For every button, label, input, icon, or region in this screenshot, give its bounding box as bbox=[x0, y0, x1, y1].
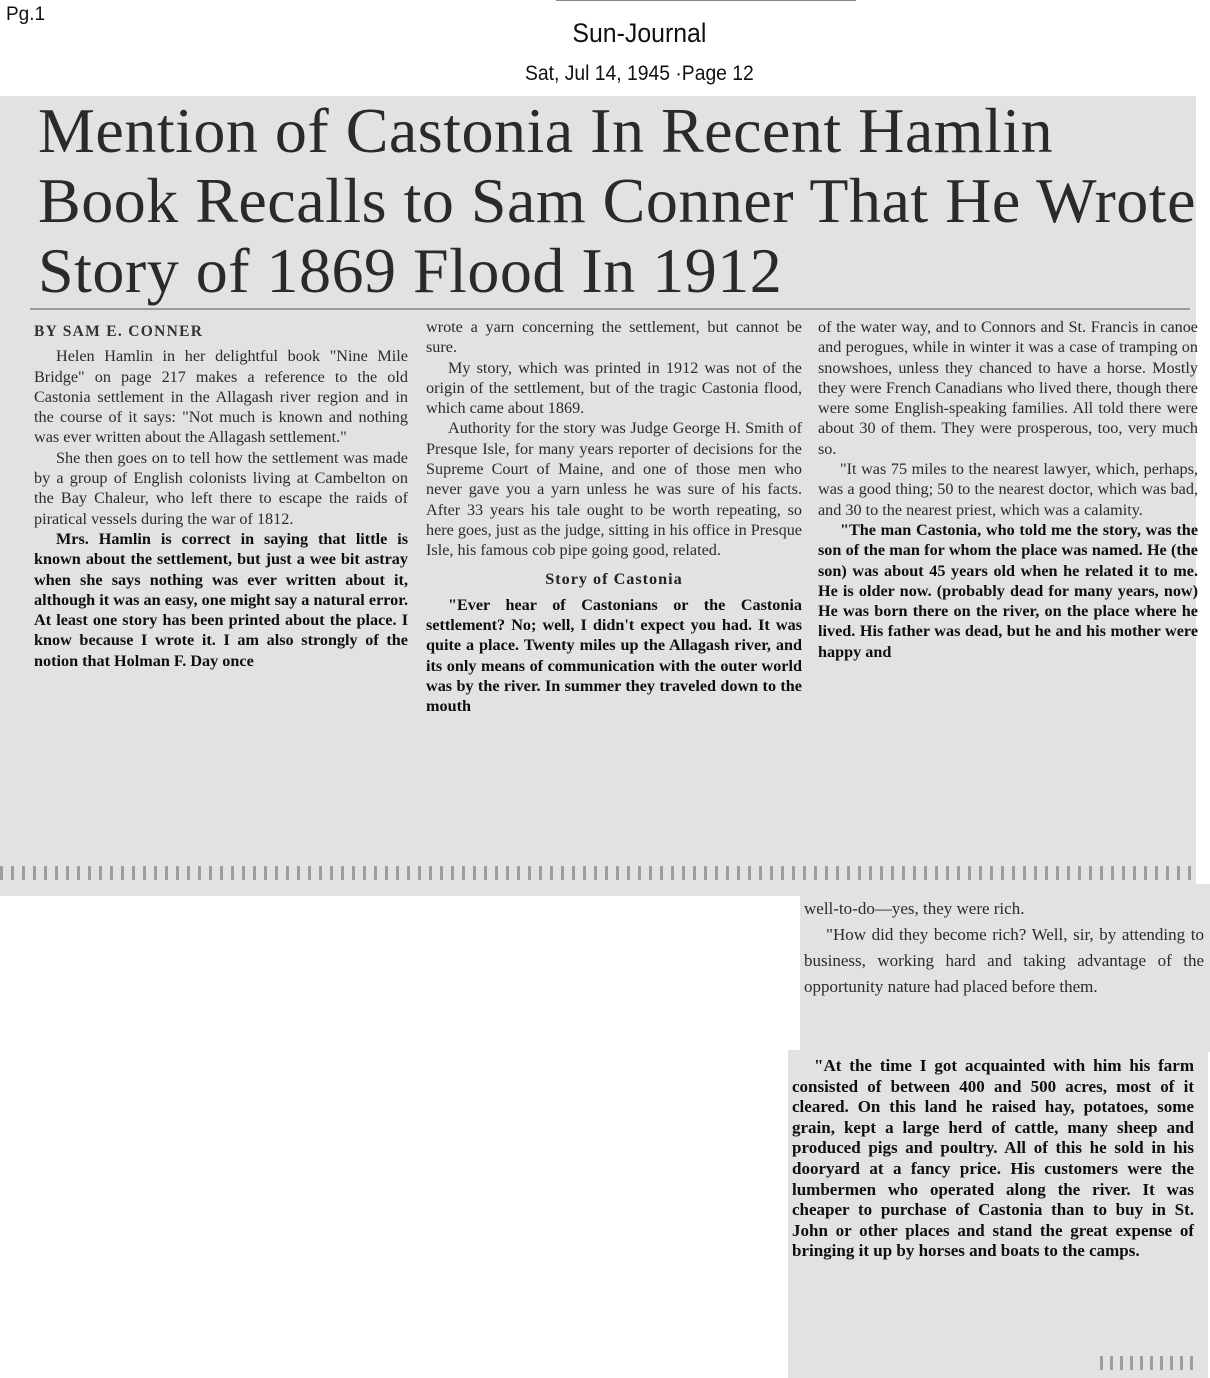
subhead: Story of Castonia bbox=[545, 569, 683, 588]
column-1 bbox=[34, 322, 408, 671]
print-noise-strip bbox=[0, 866, 1196, 880]
paragraph: "The man Castonia, who told me the story, was the son of the man for whom the place was named. He (the son) was about 45 years old when he related it to me. He is older now. (probably dead for many years, now) He was born there on the river, on the place where he lived. His father was dead, but he and his mother were happy and bbox=[818, 520, 1198, 661]
masthead-rule bbox=[556, 0, 856, 1]
newspaper-name: Sun-Journal bbox=[572, 18, 707, 48]
newspaper-date-line: Sat, Jul 14, 1945 ·Page 12 bbox=[525, 62, 754, 85]
paragraph: Authority for the story was Judge George H. Smith of Presque Isle, for many years reporter of decisions for the Supreme Court of Maine, and one of those men who never gave you a yarn unless he was sure of his facts. After 33 years his tale ought to be worth repeating, so here goes, just as the judge, sitting in his office in Presque Isle, his famous cob pipe going good, related. bbox=[426, 419, 802, 560]
print-noise-strip bbox=[1100, 1356, 1200, 1370]
paragraph: "How did they become rich? Well, sir, by attending to business, working hard and taking advantage of the opportunity nature had placed before them. bbox=[804, 925, 1204, 996]
paragraph-continued: well-to-do—yes, they were rich. bbox=[804, 899, 1025, 918]
paragraph: My story, which was printed in 1912 was not of the origin of the settlement, but of the tragic Castonia flood, which came about 1869. bbox=[426, 358, 802, 418]
column-3 bbox=[818, 317, 1198, 662]
byline: BY SAM E. CONNER bbox=[34, 323, 204, 340]
paragraph-continued: wrote a yarn concerning the settlement, but cannot be sure. bbox=[426, 318, 802, 357]
column-5 bbox=[792, 1056, 1194, 1262]
paragraph: "Ever hear of Castonians or the Castonia settlement? No; well, I didn't expect you had. It was quite a place. Twenty miles up the Allagash river, and its only means of communication with the outer world was by the river. In summer they traveled down to the mouth bbox=[426, 595, 802, 716]
page-label: Pg.1 bbox=[6, 4, 46, 25]
column-4 bbox=[804, 896, 1204, 1000]
headline-rule bbox=[30, 308, 1190, 310]
paragraph: "It was 75 miles to the nearest lawyer, which, perhaps, was a good thing; 50 to the nearest doctor, which was bad, and 30 to the nearest priest, which was a calamity. bbox=[818, 460, 1198, 519]
paragraph: Mrs. Hamlin is correct in saying that little is known about the settlement, but just a wee bit astray when she says nothing was ever written about it, although it was an easy, one might say a natural error. At least one story has been printed about the place. I know because I wrote it. I am also strongly of the notion that Holman F. Day once bbox=[34, 529, 408, 670]
paragraph-continued: of the water way, and to Connors and St. Francis in canoe and perogues, while in winter it was a case of tramping on snowshoes, unless they chanced to have a horse. Mostly they were French Canadians who lived there, though there were some English-speaking families. All told there were about 30 of them. They were prosperous, too, very much so. bbox=[818, 318, 1198, 458]
headline: Mention of Castonia In Recent Hamlin Book Recalls to Sam Conner That He Wrote Story of 1869 Flood In 1912 bbox=[38, 95, 1196, 306]
paragraph: She then goes on to tell how the settlement was made by a group of English colonists living at Cambelton on the Bay Chaleur, who left there to escape the raids of piratical vessels during the war of 1812. bbox=[34, 448, 408, 528]
column-2 bbox=[426, 317, 802, 717]
paragraph: "At the time I got acquainted with him his farm consisted of between 400 and 500 acres, most of it cleared. On this land he raised hay, potatoes, some grain, kept a large herd of cattle, many sheep and produced pigs and poultry. All of this he sold in his dooryard at a fancy price. His customers were the lumbermen who operated along the river. It was cheaper to purchase of Castonia than to buy in St. John or other places and stand the great expense of bringing it up by horses and boats to the camps. bbox=[792, 1056, 1194, 1261]
paragraph: Helen Hamlin in her delightful book "Nine Mile Bridge" on page 217 makes a reference to the old Castonia settlement in the Allagash river region and in the course of it says: "Not much is known and nothing was ever written about the Allagash settlement." bbox=[34, 347, 408, 447]
